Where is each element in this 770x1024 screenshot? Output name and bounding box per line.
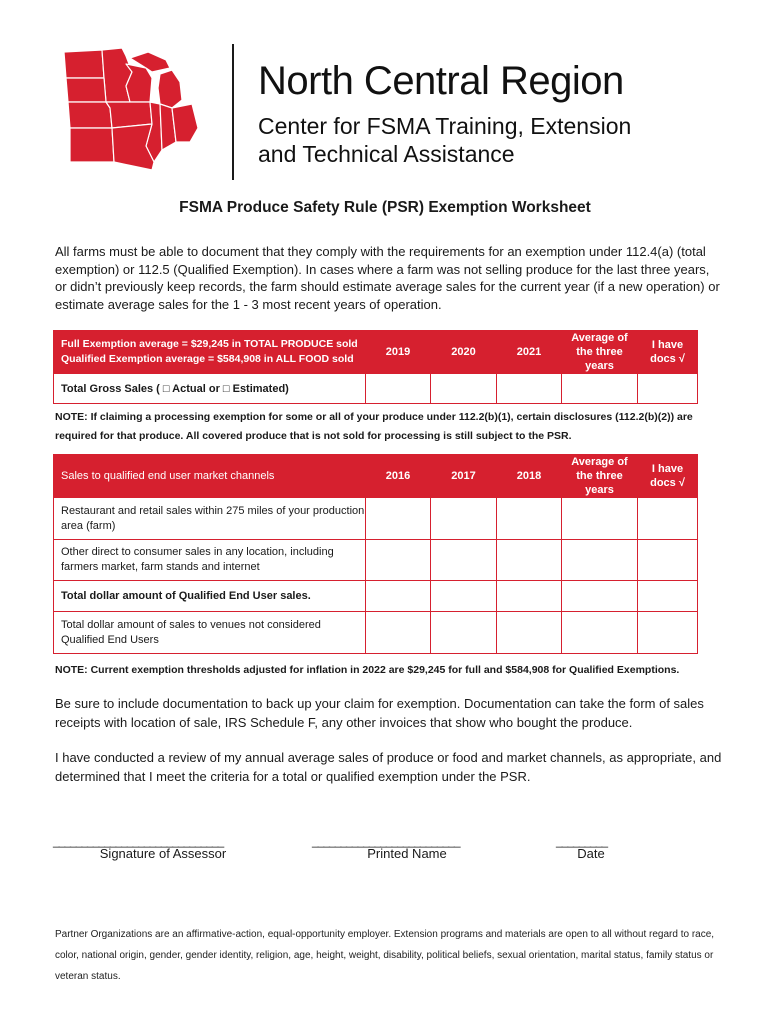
table-row <box>54 540 698 581</box>
qualified-total-docs-cell[interactable] <box>638 581 698 612</box>
year-header-2018: 2018 <box>497 455 562 498</box>
direct-sales-2018-cell[interactable] <box>497 540 562 581</box>
docs-header: I have docs √ <box>638 455 698 498</box>
south-dakota-shape <box>66 78 106 102</box>
direct-sales-docs-cell[interactable] <box>638 540 698 581</box>
market-channels-header-row <box>54 455 698 498</box>
non-qualified-2016-cell[interactable] <box>366 612 431 654</box>
year-header-2021: 2021 <box>497 331 562 374</box>
year-header-2020: 2020 <box>431 331 497 374</box>
qualified-total-2017-cell[interactable] <box>431 581 497 612</box>
inflation-threshold-note: NOTE: Current exemption thresholds adjusted for inflation in 2022 are $29,245 for full and $584,908 for Qualified Exemptions. <box>55 664 680 676</box>
equal-opportunity-footer: Partner Organizations are an affirmative-action, equal-opportunity employer. Extension programs and materials are open to all without regard to race, color, national origin, gender, gender identity, religion, age, height, weight, disability, political beliefs, sexual orientation, marital status, family status or veteran status. <box>55 929 715 982</box>
kansas-shape <box>70 128 114 162</box>
printed-name-label: Printed Name <box>367 846 447 861</box>
review-statement-paragraph: I have conducted a review of my annual average sales of produce or food and market channels, as appropriate, and determined that I meet the criteria for a total or qualified exemption under the PSR. <box>55 750 722 784</box>
nebraska-shape <box>68 102 112 128</box>
documentation-paragraph: Be sure to include documentation to back up your claim for exemption. Documentation can take the form of sales receipts with location of sale, IRS Schedule F, any other invoices that show who bought the produce. <box>55 696 704 730</box>
market-channels-table <box>53 454 698 654</box>
north-dakota-shape <box>64 50 104 78</box>
gross-sales-header-row <box>54 331 698 374</box>
org-name: North Central Region <box>258 59 624 103</box>
gross-sales-2021-cell[interactable] <box>497 374 562 404</box>
printed-name-line[interactable]: __________________________ <box>312 834 460 848</box>
non-qualified-average-cell[interactable] <box>562 612 638 654</box>
non-qualified-docs-cell[interactable] <box>638 612 698 654</box>
table-row <box>54 374 698 404</box>
gross-sales-table <box>53 330 698 404</box>
non-qualified-2017-cell[interactable] <box>431 612 497 654</box>
ohio-shape <box>172 104 198 142</box>
total-gross-sales-label: Total Gross Sales ( □ Actual or □ Estimated) <box>54 374 366 404</box>
michigan-lower-shape <box>158 70 182 108</box>
worksheet-title: FSMA Produce Safety Rule (PSR) Exemption Worksheet <box>179 199 591 216</box>
table-row <box>54 612 698 654</box>
restaurant-sales-docs-cell[interactable] <box>638 498 698 540</box>
table-row <box>54 581 698 612</box>
restaurant-sales-2016-cell[interactable] <box>366 498 431 540</box>
qualified-total-2018-cell[interactable] <box>497 581 562 612</box>
gross-sales-docs-cell[interactable] <box>638 374 698 404</box>
north-central-region-map-logo <box>60 42 218 176</box>
date-label: Date <box>577 846 605 861</box>
qualified-total-average-cell[interactable] <box>562 581 638 612</box>
market-channels-header: Sales to qualified end user market channels <box>54 455 366 498</box>
qualified-exemption-threshold: Qualified Exemption average = $584,908 in ALL FOOD sold <box>61 353 354 365</box>
restaurant-sales-average-cell[interactable] <box>562 498 638 540</box>
assessor-signature-label: Signature of Assessor <box>99 846 227 861</box>
direct-sales-average-cell[interactable] <box>562 540 638 581</box>
restaurant-sales-2018-cell[interactable] <box>497 498 562 540</box>
org-subtitle-line2: and Technical Assistance <box>258 141 515 167</box>
non-qualified-sales-label: Total dollar amount of sales to venues not considered Qualified End Users <box>54 612 366 654</box>
year-header-2017: 2017 <box>431 455 497 498</box>
year-header-2016: 2016 <box>366 455 431 498</box>
direct-sales-2016-cell[interactable] <box>366 540 431 581</box>
direct-sales-2017-cell[interactable] <box>431 540 497 581</box>
full-exemption-threshold: Full Exemption average = $29,245 in TOTAL PRODUCE sold <box>61 338 358 350</box>
assessor-signature-line[interactable]: ______________________________ <box>53 834 224 848</box>
gross-sales-2019-cell[interactable] <box>366 374 431 404</box>
date-line[interactable]: _________ <box>556 834 608 848</box>
header-divider <box>232 44 234 180</box>
processing-exemption-note: NOTE: If claiming a processing exemption for some or all of your produce under 112.2(b)(1), certain disclosures (112.2(b)(2)) are required for that produce. All covered produce that is not sold for processing is still subject to the PSR. <box>55 411 693 442</box>
gross-sales-average-cell[interactable] <box>562 374 638 404</box>
exemption-thresholds-header <box>54 331 366 374</box>
org-subtitle-line1: Center for FSMA Training, Extension <box>258 113 632 139</box>
average-header: Average of the three years <box>562 331 638 374</box>
docs-header: I have docs √ <box>638 331 698 374</box>
year-header-2019: 2019 <box>366 331 431 374</box>
non-qualified-2018-cell[interactable] <box>497 612 562 654</box>
total-qualified-end-user-label: Total dollar amount of Qualified End User sales. <box>54 581 366 612</box>
direct-consumer-sales-label: Other direct to consumer sales in any location, including farmers market, farm stands and internet <box>54 540 366 581</box>
table-row <box>54 498 698 540</box>
restaurant-sales-2017-cell[interactable] <box>431 498 497 540</box>
average-header: Average of the three years <box>562 455 638 498</box>
restaurant-retail-sales-label: Restaurant and retail sales within 275 miles of your production area (farm) <box>54 498 366 540</box>
intro-paragraph: All farms must be able to document that they comply with the requirements for an exemption under 112.4(a) (total exemption) or 112.5 (Qualified Exemption). In cases where a farm was not selling produce for the last three years, or didn’t previously keep records, the farm should estimate average sales for the current year (if a new operation) or estimate average sales for the 1 - 3 most recent years of operation. <box>55 244 720 312</box>
qualified-total-2016-cell[interactable] <box>366 581 431 612</box>
gross-sales-2020-cell[interactable] <box>431 374 497 404</box>
